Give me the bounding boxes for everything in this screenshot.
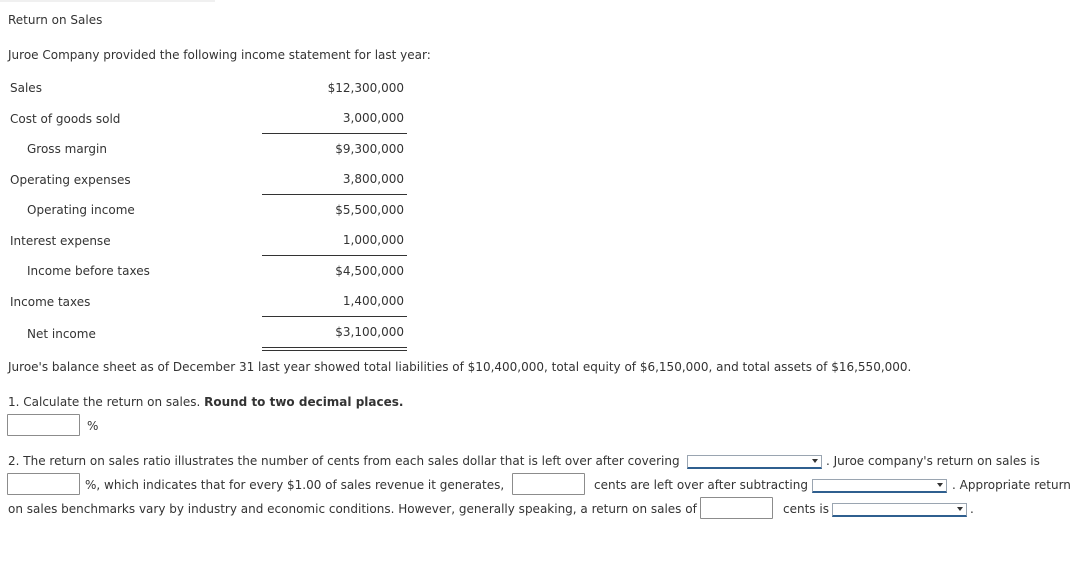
question-1	[8, 395, 403, 409]
opex-value: 3,800,000	[342, 172, 404, 186]
question-2-line2-pct: %, which indicates that for every $1.00 of sales revenue it generates,	[85, 478, 505, 492]
benchmark-cents-input[interactable]	[700, 497, 773, 519]
question-2-line2-after: . Appropriate return	[952, 478, 1071, 492]
covering-dropdown[interactable]	[687, 455, 822, 469]
percent-unit: %	[87, 419, 99, 433]
question-2-line1-after: . Juroe company's return on sales is	[826, 454, 1040, 468]
chevron-down-icon	[812, 459, 818, 463]
return-on-sales-input[interactable]	[7, 414, 80, 436]
benchmark-dropdown[interactable]	[832, 503, 967, 517]
intro-text: Juroe Company provided the following income statement for last year:	[8, 48, 431, 62]
income-taxes-label: Income taxes	[10, 295, 91, 309]
gross-margin-value: $9,300,000	[335, 142, 404, 156]
sales-label: Sales	[10, 81, 42, 95]
cogs-label: Cost of goods sold	[10, 112, 121, 126]
question-1-instruction: Round to two decimal places.	[204, 395, 404, 409]
opex-label: Operating expenses	[10, 173, 131, 187]
cogs-value: 3,000,000	[342, 111, 404, 125]
top-divider	[0, 0, 215, 2]
operating-income-label: Operating income	[27, 203, 135, 217]
chevron-down-icon	[957, 507, 963, 511]
question-2-end: .	[970, 502, 974, 516]
chevron-down-icon	[937, 483, 943, 487]
question-2-line2-cents: cents are left over after subtracting	[594, 478, 808, 492]
balance-sheet-text: Juroe's balance sheet as of December 31 last year showed total liabilities of $10,400,000, total equity of $6,150,000, and total assets of $16,550,000.	[8, 360, 912, 374]
page-title: Return on Sales	[8, 13, 103, 27]
question-2-line3-cents: cents is	[783, 502, 829, 516]
question-1-text: 1. Calculate the return on sales.	[8, 395, 205, 409]
income-before-taxes-label: Income before taxes	[27, 264, 150, 278]
opex-underline	[262, 194, 407, 195]
net-income-value: $3,100,000	[335, 325, 404, 339]
subtracting-dropdown[interactable]	[812, 479, 947, 493]
net-income-double-underline	[262, 347, 407, 351]
income-taxes-value: 1,400,000	[342, 294, 404, 308]
interest-expense-value: 1,000,000	[342, 233, 404, 247]
cogs-underline	[262, 133, 407, 134]
sales-value: $12,300,000	[327, 81, 404, 95]
taxes-underline	[262, 316, 407, 317]
interest-expense-label: Interest expense	[10, 234, 111, 248]
cents-left-input[interactable]	[512, 473, 585, 495]
ros-percent-input[interactable]	[7, 473, 80, 495]
operating-income-value: $5,500,000	[335, 203, 404, 217]
income-before-taxes-value: $4,500,000	[335, 264, 404, 278]
gross-margin-label: Gross margin	[27, 142, 107, 156]
net-income-label: Net income	[27, 327, 96, 341]
interest-underline	[262, 255, 407, 256]
question-2-line3-text: on sales benchmarks vary by industry and economic conditions. However, generally speaking, a return on sales of	[8, 502, 697, 516]
question-2-text: 2. The return on sales ratio illustrates the number of cents from each sales dollar that is left over after covering	[8, 454, 680, 468]
